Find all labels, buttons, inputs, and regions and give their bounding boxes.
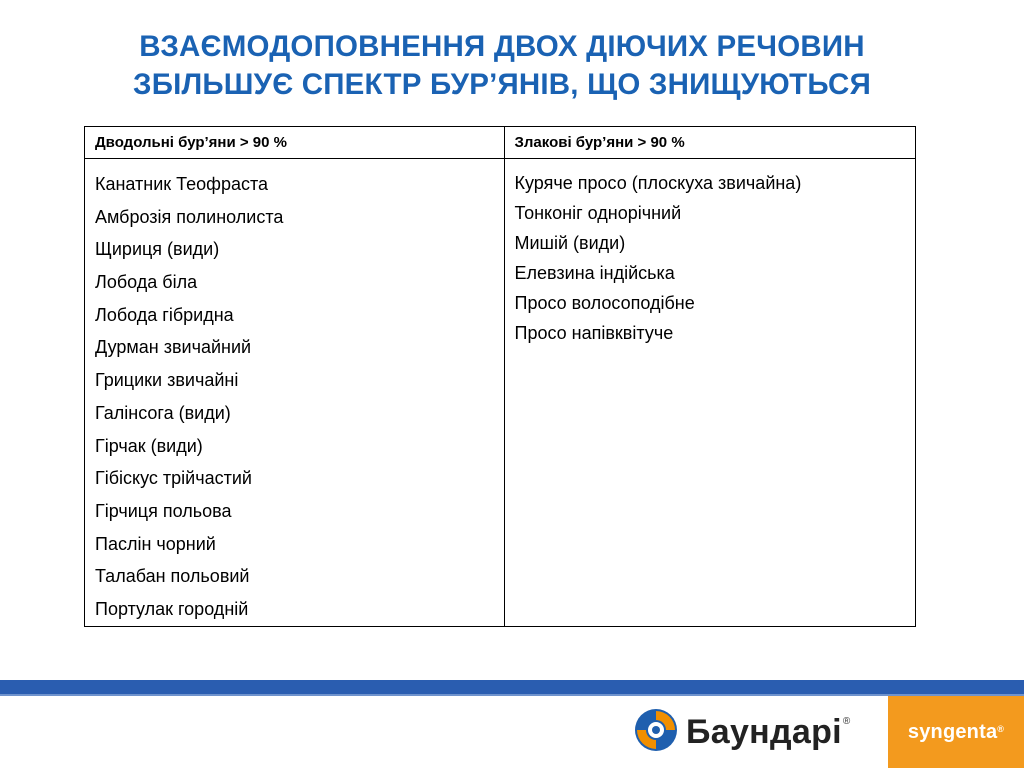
list-item: Гірчак (види) bbox=[95, 435, 203, 456]
list-item: Портулак городній bbox=[95, 598, 249, 619]
list-item: Лобода гібридна bbox=[95, 304, 234, 325]
table-header-row bbox=[85, 127, 916, 159]
list-item: Елевзина індійська bbox=[514, 263, 675, 283]
weeds-table bbox=[84, 126, 916, 627]
slide-title bbox=[0, 28, 1004, 104]
list-item: Талабан польовий bbox=[95, 566, 250, 587]
slide-title-line1: ВЗАЄМОДОПОВНЕННЯ ДВОХ ДІЮЧИХ РЕЧОВИН bbox=[139, 30, 865, 63]
list-item: Щириця (види) bbox=[95, 239, 220, 260]
list-item: Дурман звичайний bbox=[95, 337, 252, 358]
slide-title-line2: ЗБІЛЬШУЄ СПЕКТР БУР’ЯНІВ, ЩО ЗНИЩУЮТЬСЯ bbox=[133, 68, 871, 101]
list-item: Гірчиця польова bbox=[95, 500, 232, 521]
list-item: Грицики звичайні bbox=[95, 370, 239, 391]
header-grasses: Злакові бур’яни > 90 % bbox=[504, 127, 916, 159]
grasses-list bbox=[515, 168, 916, 348]
company-registered-mark: ® bbox=[997, 724, 1005, 734]
list-item: Просо волосоподібне bbox=[514, 293, 695, 313]
list-item: Куряче просо (плоскуха звичайна) bbox=[514, 173, 802, 193]
grasses-cell bbox=[504, 159, 916, 627]
product-logo bbox=[632, 708, 850, 756]
list-item: Лобода біла bbox=[95, 272, 198, 293]
list-item: Мишій (види) bbox=[514, 233, 626, 253]
list-item: Амброзія полинолиста bbox=[95, 206, 284, 227]
swirl-icon bbox=[632, 706, 680, 759]
product-name: Баундарі bbox=[686, 712, 842, 751]
dicots-cell bbox=[85, 159, 505, 627]
header-dicots: Дводольні бур’яни > 90 % bbox=[85, 127, 505, 159]
list-item: Канатник Теофраста bbox=[95, 174, 269, 194]
list-item: Галінсога (види) bbox=[95, 402, 231, 423]
list-item: Просо напівквітуче bbox=[514, 323, 674, 343]
company-name: syngenta bbox=[907, 720, 998, 743]
table-row bbox=[85, 159, 916, 627]
registered-mark: ® bbox=[842, 716, 851, 727]
dicots-list bbox=[95, 168, 504, 626]
list-item: Паслін чорний bbox=[95, 533, 216, 554]
footer-stripe-highlight bbox=[0, 694, 1024, 696]
list-item: Тонконіг однорічний bbox=[514, 203, 682, 223]
company-logo bbox=[888, 696, 1024, 768]
list-item: Гібіскус трійчастий bbox=[95, 468, 252, 489]
